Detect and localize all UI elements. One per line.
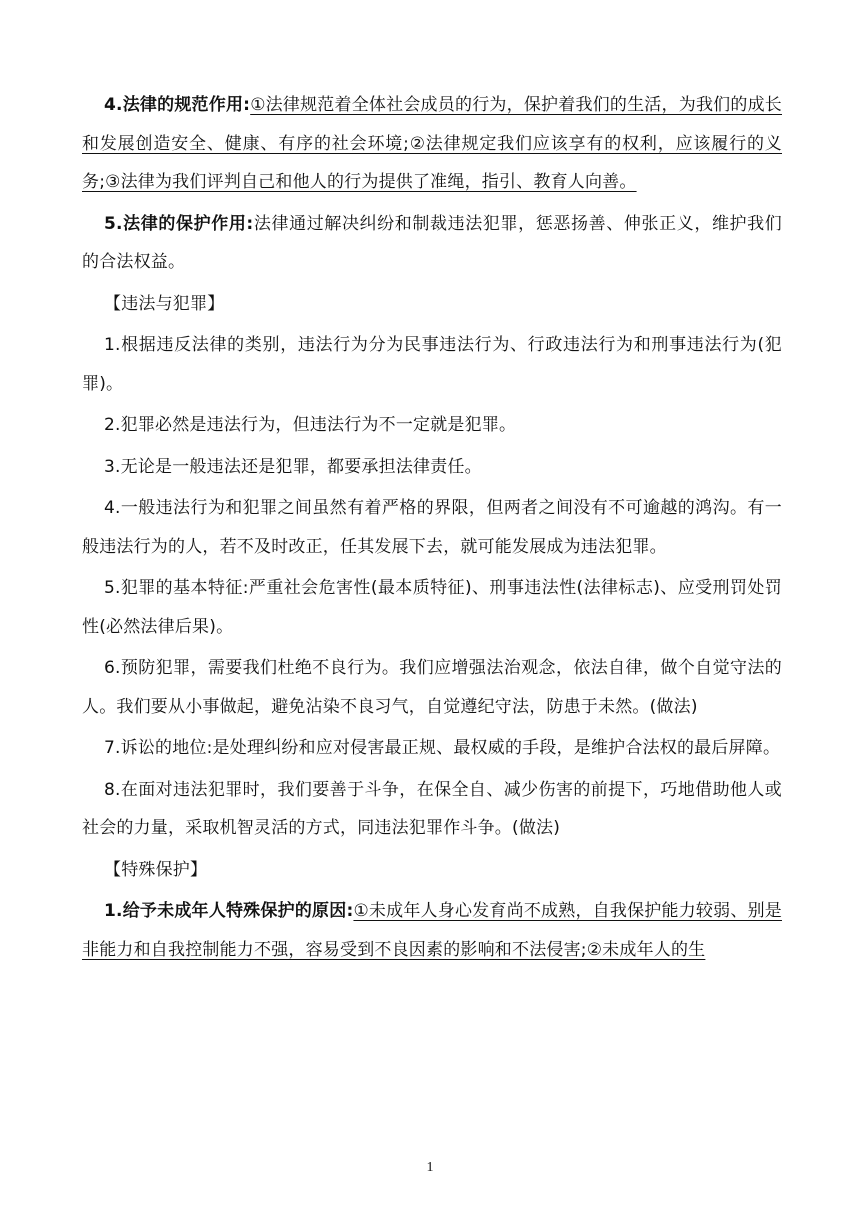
paragraph-special-protection-reason [82, 892, 782, 969]
section-heading-text: 【特殊保护】 [104, 859, 208, 880]
heading-protective-role: 5.法律的保护作用: [104, 213, 254, 234]
paragraph-normative-role [82, 86, 782, 202]
paragraph-text: 3.无论是一般违法还是犯罪，都要承担法律责任。 [104, 456, 482, 477]
text-normative-role: ①法律规范着全体社会成员的行为，保护着我们的生活，为我们的成长和发展创造安全、健康、有序的社会环境;②法律规定我们应该享有的权利，应该履行的义务;③法律为我们评判自己和他人的行为提供了准绳，指引、教育人向善。 [82, 95, 782, 192]
heading-normative-role: 4.法律的规范作用: [104, 95, 251, 115]
paragraph-item-6 [82, 649, 782, 726]
paragraph-item-4 [82, 489, 782, 566]
paragraph-text: 4.一般违法行为和犯罪之间虽然有着严格的界限，但两者之间没有不可逾越的鸿沟。有一般违法行为的人，若不及时改正，任其发展下去，就可能发展成为违法犯罪。 [82, 498, 782, 557]
paragraph-item-1 [82, 326, 782, 403]
paragraph-text: 1.根据违反法律的类别，违法行为分为民事违法行为、行政违法行为和刑事违法行为(犯罪)。 [82, 335, 782, 394]
paragraph-item-8 [82, 771, 782, 848]
section-heading-violation-crime [82, 285, 782, 324]
heading-special-protection-reason: 1.给予未成年人特殊保护的原因: [104, 901, 354, 921]
document-body [82, 86, 782, 972]
paragraph-item-7 [82, 729, 782, 768]
section-heading-special-protection [82, 851, 782, 890]
paragraph-text: 2.犯罪必然是违法行为，但违法行为不一定就是犯罪。 [104, 415, 517, 435]
paragraph-item-3 [82, 448, 782, 487]
paragraph-item-5 [82, 569, 782, 646]
text-special-protection-reason: ①未成年人身心发育尚不成熟，自我保护能力较弱、别是非能力和自我控制能力不强，容易受到不良因素的影响和不法侵害;②未成年人的生 [82, 901, 782, 960]
paragraph-protective-role [82, 205, 782, 282]
section-heading-text: 【违法与犯罪】 [104, 293, 225, 314]
paragraph-text: 6.预防犯罪，需要我们杜绝不良行为。我们应增强法治观念，依法自律，做个自觉守法的人。我们要从小事做起，避免沾染不良习气，自觉遵纪守法，防患于未然。(做法) [82, 658, 782, 717]
paragraph-item-2 [82, 406, 782, 445]
page-number: 1 [426, 1160, 434, 1175]
paragraph-text: 5.犯罪的基本特征:严重社会危害性(最本质特征)、刑事违法性(法律标志)、应受刑罚处罚性(必然法律后果)。 [82, 578, 782, 637]
paragraph-text: 8.在面对违法犯罪时，我们要善于斗争，在保全自、减少伤害的前提下，巧地借助他人或社会的力量，采取机智灵活的方式，同违法犯罪作斗争。(做法) [82, 779, 782, 838]
paragraph-text: 7.诉讼的地位:是处理纠纷和应对侵害最正规、最权威的手段，是维护合法权的最后屏障。 [104, 738, 781, 758]
text-protective-role: 法律通过解决纠纷和制裁违法犯罪，惩恶扬善、伸张正义，维护我们的合法权益。 [82, 213, 782, 272]
